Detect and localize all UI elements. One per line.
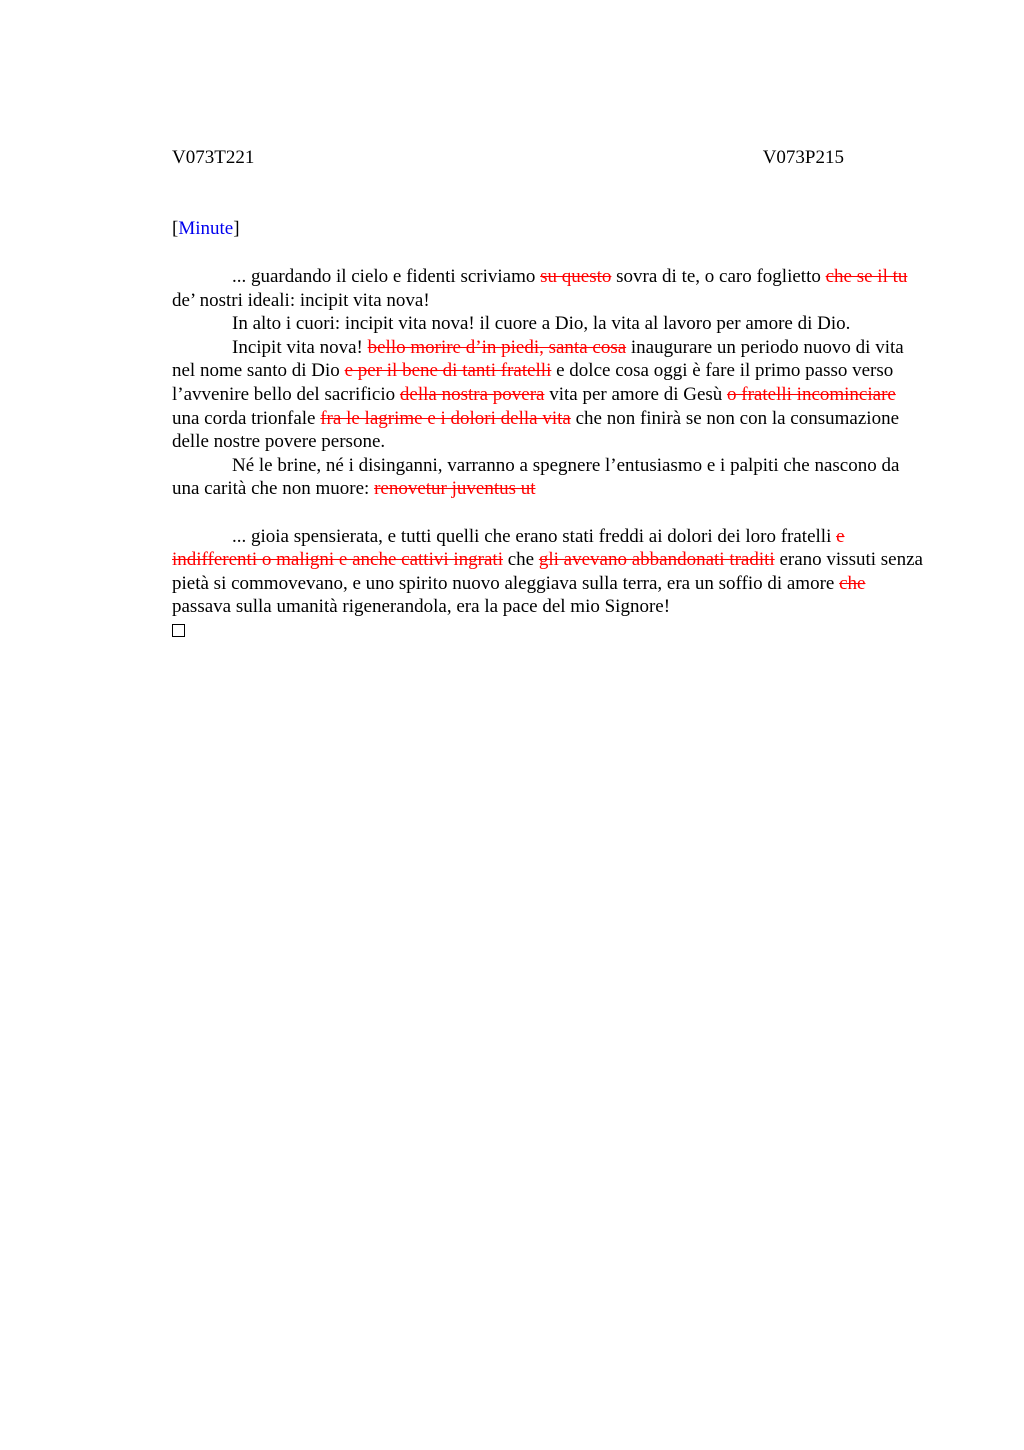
paragraph (172, 336, 928, 454)
open-bracket: [ (172, 218, 179, 239)
text-segment: una corda trionfale (172, 407, 321, 429)
paragraph (172, 454, 928, 501)
deleted-text: e indifferenti o maligni e anche cattivi ingrati (172, 525, 845, 571)
deleted-text: che (839, 572, 866, 594)
text-segment: inaugurare un periodo nuovo di vita nel nome santo di Dio (172, 336, 904, 382)
text-segment: ... guardando il cielo e fidenti scriviamo (232, 266, 541, 287)
paragraph (172, 265, 928, 312)
text-segment: sovra di te, o caro foglietto (611, 266, 826, 287)
deleted-text: o fratelli incominciare (727, 383, 896, 405)
text-segment: erano vissuti senza pietà si commovevano, e uno spirito nuovo aleggiava sulla terra, era un soffio di amore (172, 549, 923, 594)
text-segment: de’ nostri ideali: incipit vita nova! (172, 289, 430, 311)
deleted-text: fra le lagrime e i dolori della vita (320, 407, 571, 429)
text-segment: e dolce cosa oggi è fare il primo passo verso l’avvenire bello del sacrificio (172, 360, 894, 405)
close-bracket: ] (233, 218, 240, 239)
document-code: V073T221 (172, 147, 255, 168)
deleted-text: bello morire d’in piedi, santa cosa (367, 336, 627, 358)
text-segment: Né le brine, né i disinganni, varranno a spegnere l’entusiasmo e i palpiti che nascono da una carità che non muore: (172, 454, 900, 500)
paragraph (172, 525, 928, 619)
page-header (172, 146, 844, 170)
text-segment: In alto i cuori: incipit vita nova! il cuore a Dio, la vita al lavoro per amore di Dio. (232, 313, 851, 335)
page-code: V073P215 (762, 147, 844, 168)
transcription-body (172, 265, 928, 644)
deleted-text: su questo (540, 266, 612, 287)
deleted-text: gli avevano abbandonati traditi (538, 549, 775, 571)
text-segment: che non finirà se non con la consumazione delle nostre povere persone. (172, 407, 899, 453)
deleted-text: renovetur juventus ut (374, 478, 536, 500)
section-label (172, 217, 240, 241)
paragraph-gap (172, 501, 928, 525)
text-segment: Incipit vita nova! (232, 336, 368, 358)
text-segment: che (502, 549, 539, 571)
deleted-text: e per il bene di tanti fratelli (344, 360, 552, 382)
end-mark (172, 619, 928, 644)
deleted-text: della nostra povera (399, 383, 545, 405)
deleted-text: che se il tu (825, 266, 908, 287)
minute-link[interactable]: Minute (178, 218, 234, 239)
paragraph (172, 312, 928, 336)
text-segment: passava sulla umanità rigenerandola, era la pace del mio Signore! (172, 596, 671, 618)
text-segment: ... gioia spensierata, e tutti quelli che erano stati freddi ai dolori dei loro fratelli (232, 525, 837, 547)
empty-square-icon (172, 624, 185, 637)
text-segment: vita per amore di Gesù (544, 383, 728, 405)
